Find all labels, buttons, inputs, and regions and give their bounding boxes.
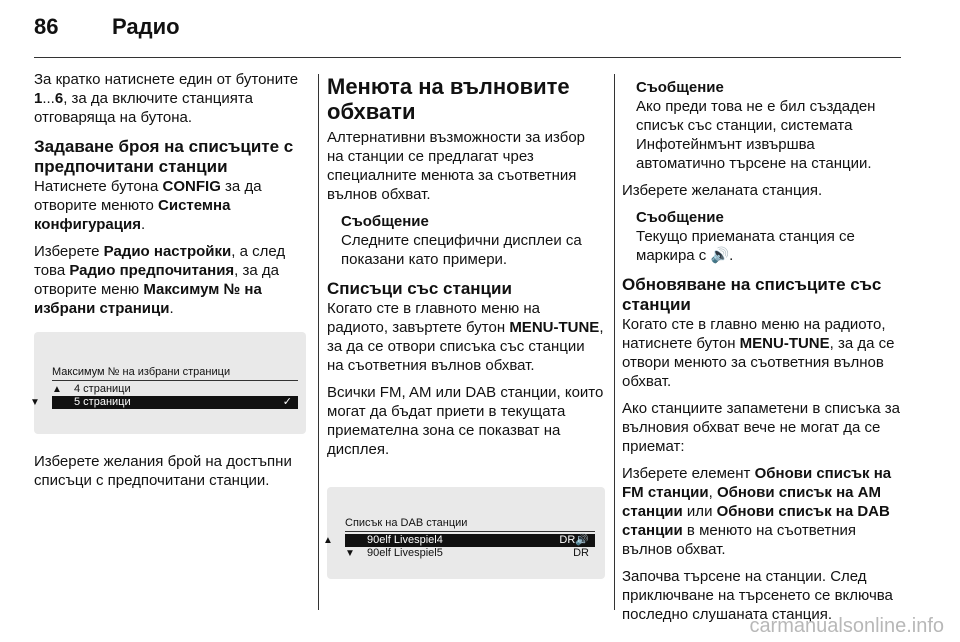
- arrow-up-icon: ▲: [52, 384, 62, 395]
- paragraph: Изберете елемент Обнови списък на FM станции, Обнови списък на AM станции или Обнови списък на DAB станции в менюто на съответния вълнов обхват.: [622, 465, 892, 558]
- heading-band-menus: Менюта на вълновите обхвати: [327, 74, 570, 124]
- paragraph: Алтернативни възможности за избор на станции се предлагат чрез специалните менюта за съответния вълнов обхват.: [327, 129, 586, 203]
- column-3: [622, 70, 906, 632]
- heading-update-lists: Обновяване на списъците със станции: [622, 275, 882, 314]
- paragraph: За кратко натиснете един от бутоните 1...6, за да включите станцията отговаряща на бутона.: [34, 71, 299, 126]
- column-2: [323, 74, 605, 591]
- check-icon: ✓: [282, 396, 292, 408]
- heading-station-lists: Списъци със станции: [327, 279, 512, 298]
- note: Съобщение Ако преди това не е бил създаден списък със станции, системата Инфотейнмънт извършва автоматично търсене на станции.: [636, 79, 876, 172]
- paragraph: Когато сте в главно меню на радиото, натиснете бутон MENU-TUNE, за да се отвори менюто за съответния вълнов обхват.: [622, 316, 895, 390]
- page-title: Радио: [112, 14, 180, 39]
- note: Съобщение Следните специфични дисплеи са показани като примери.: [341, 213, 582, 268]
- arrow-down-icon: ▼: [345, 548, 355, 559]
- paragraph: Всички FM, AM или DAB станции, които могат да бъдат приети в текущата приемателна зона се показват на дисплея.: [327, 384, 604, 458]
- arrow-up-icon: ▲: [323, 535, 333, 546]
- column-divider: [614, 74, 615, 610]
- screen-title: Списък на DAB станции: [345, 517, 595, 532]
- paragraph: Натиснете бутона CONFIG за да отворите менюто Системна конфигурация.: [34, 178, 262, 233]
- column-divider: [318, 74, 319, 610]
- screen-title: Максимум № на избрани страници: [52, 366, 298, 381]
- paragraph: Изберете желаната станция.: [622, 182, 823, 199]
- paragraph: Ако станциите запаметени в списъка за вълновия обхват вече не могат да се приемат:: [622, 400, 900, 455]
- paragraph: Когато сте в главното меню на радиото, завъртете бутон MENU-TUNE, за да се отвори списъка със станции на съответния вълнов обхват.: [327, 300, 604, 374]
- screen-list-item-selected: ▼ 5 страници ✓: [52, 396, 298, 409]
- note: Съобщение Текущо приеманата станция се маркира с 🔊.: [636, 209, 855, 264]
- header-divider: [34, 57, 901, 58]
- paragraph: Изберете Радио настройки, а след това Радио предпочитания, за да отворите меню Максимум № на избрани страници.: [34, 243, 286, 317]
- screen-list-item: ▲ 4 страници: [52, 383, 131, 395]
- page-number: 86: [34, 14, 59, 39]
- watermark: carmanualsonline.info: [749, 615, 944, 637]
- screen-list-item-selected: ▲ 90elf Livespiel4 DR🔊: [345, 534, 595, 547]
- display-screenshot-favourites: [30, 332, 306, 434]
- paragraph: Изберете желания брой на достъпни списъци с предпочитани станции.: [34, 453, 292, 489]
- screen-list-item: ▼ 90elf Livespiel5 DR: [345, 547, 589, 559]
- arrow-down-icon: ▼: [30, 397, 40, 408]
- display-screenshot-dab-list: [323, 487, 605, 579]
- paragraph: Започва търсене на станции. След приключване на търсенето се включва последно слушаната станция.: [622, 568, 893, 623]
- column-1: [30, 70, 306, 498]
- heading-favourite-count: Задаване броя на списъците с предпочитани станции: [34, 137, 294, 176]
